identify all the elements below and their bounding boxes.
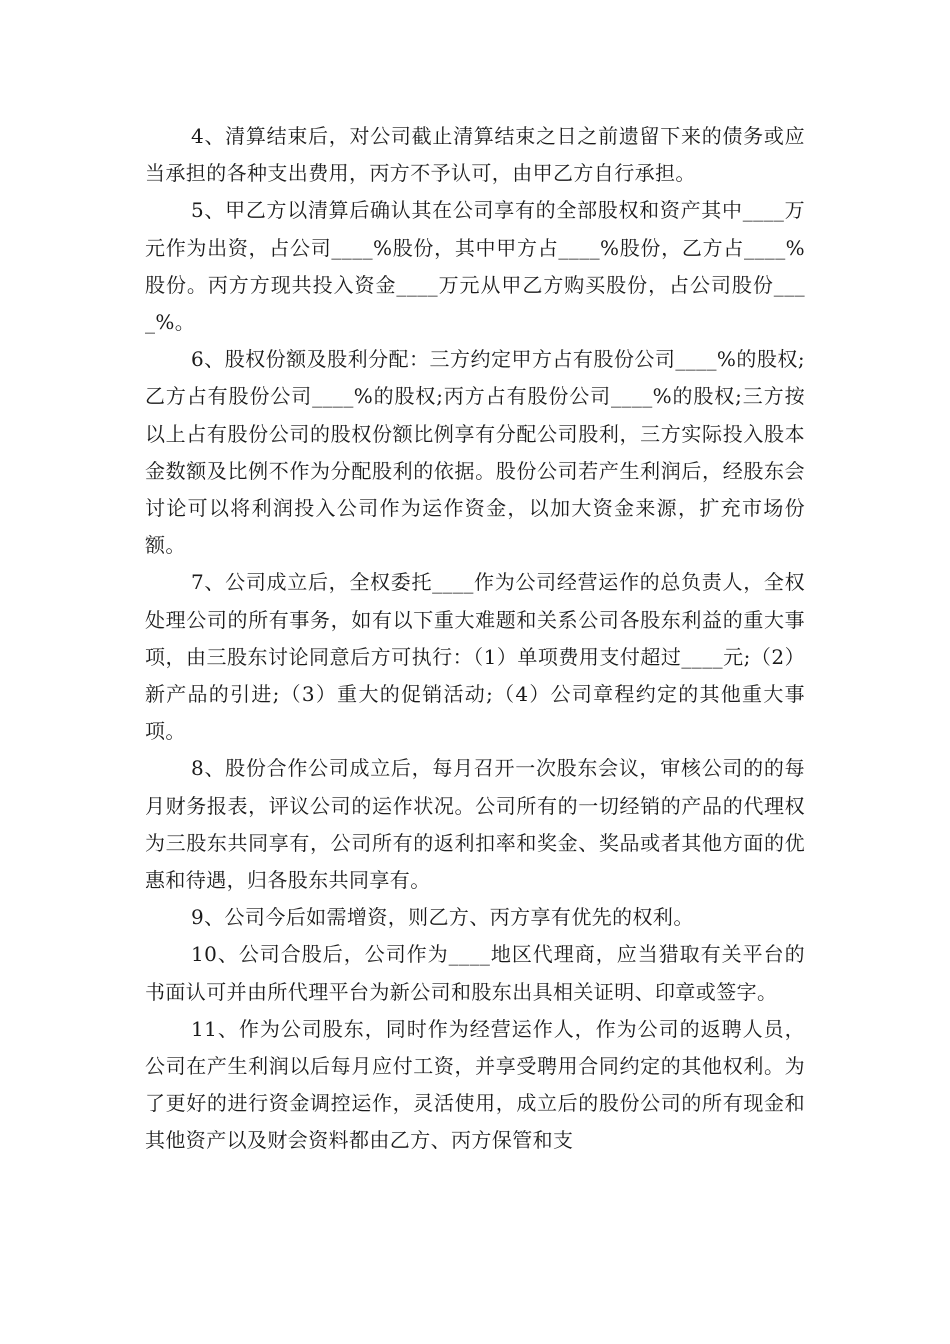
clause-5: 5、甲乙方以清算后确认其在公司享有的全部股权和资产其中____万元作为出资，占公司____%股份，其中甲方占____%股份，乙方占____%股份。丙方方现共投入资金____万元从甲乙方购买股份，占公司股份____%。 [145,198,805,335]
clause-8: 8、股份合作公司成立后，每月召开一次股东会议，审核公司的的每月财务报表，评议公司的运作状况。公司所有的一切经销的产品的代理权为三股东共同享有，公司所有的返利扣率和奖金、奖品或者其他方面的优惠和待遇，归各股东共同享有。 [145,756,805,893]
clause-9: 9、公司今后如需增资，则乙方、丙方享有优先的权利。 [191,905,694,930]
clause-6: 6、股权份额及股利分配：三方约定甲方占有股份公司____%的股权;乙方占有股份公司____%的股权;丙方占有股份公司____%的股权;三方按以上占有股份公司的股权份额比例享有分配公司股利，三方实际投入股本金数额及比例不作为分配股利的依据。股份公司若产生利润后，经股东会讨论可以将利润投入公司作为运作资金，以加大资金来源，扩充市场份额。 [145,347,805,558]
clause-7: 7、公司成立后，全权委托____作为公司经营运作的总负责人，全权处理公司的所有事务，如有以下重大难题和关系公司各股东利益的重大事项，由三股东讨论同意后方可执行：（1）单项费用支付超过____元;（2）新产品的引进;（3）重大的促销活动;（4）公司章程约定的其他重大事项。 [145,570,805,744]
clause-11: 11、作为公司股东，同时作为经营运作人，作为公司的返聘人员，公司在产生利润以后每月应付工资，并享受聘用合同约定的其他权利。为了更好的进行资金调控运作，灵活使用，成立后的股份公司的所有现金和其他资产以及财会资料都由乙方、丙方保管和支 [145,1016,805,1153]
document-body [145,118,805,1160]
clause-10: 10、公司合股后，公司作为____地区代理商，应当猎取有关平台的书面认可并由所代理平台为新公司和股东出具相关证明、印章或签字。 [145,942,805,1004]
clause-4: 4、清算结束后，对公司截止清算结束之日之前遗留下来的债务或应当承担的各种支出费用，丙方不予认可，由甲乙方自行承担。 [145,124,805,186]
